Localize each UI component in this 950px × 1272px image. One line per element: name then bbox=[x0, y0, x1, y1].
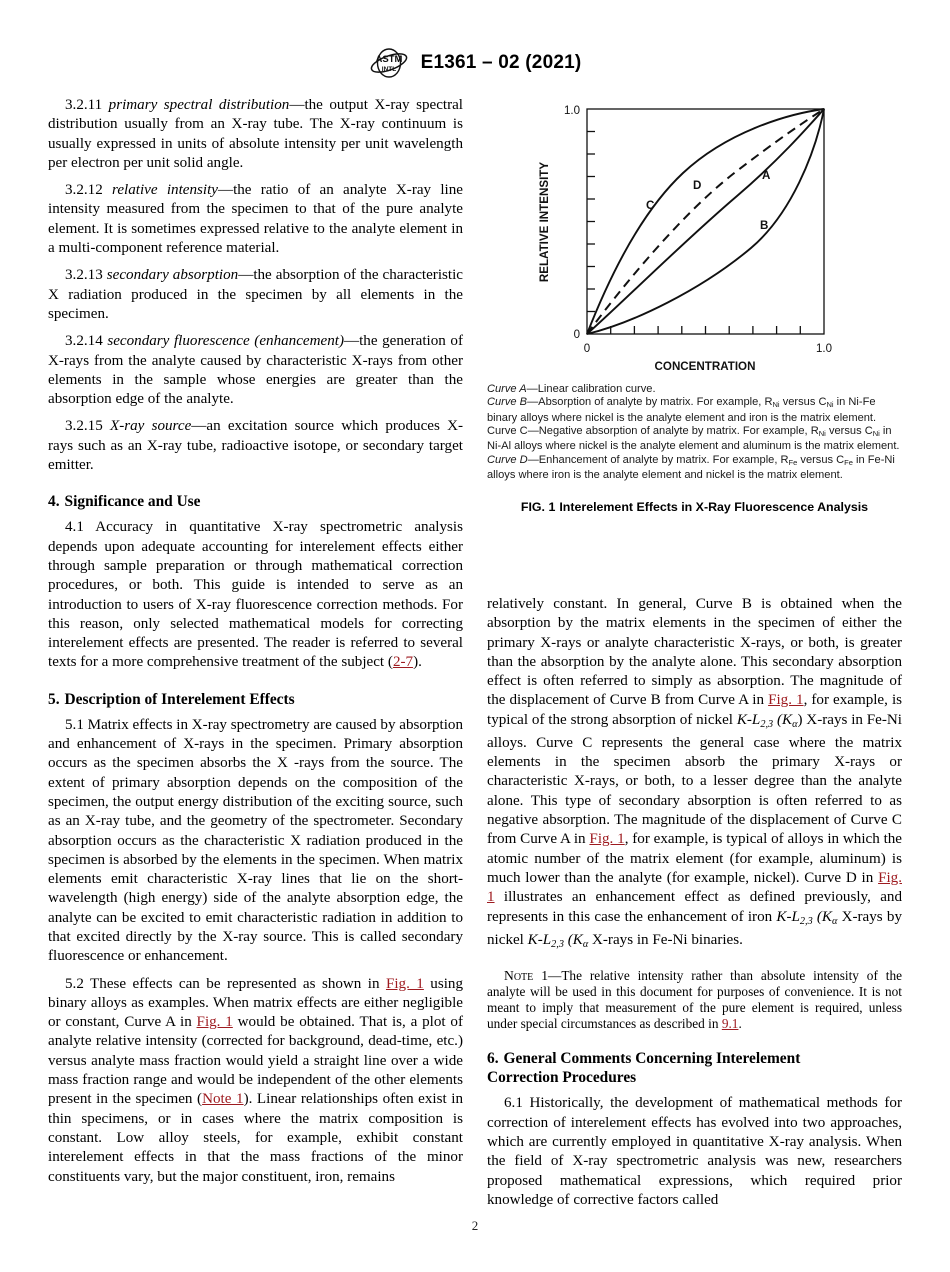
curve-label-d: D bbox=[693, 179, 702, 192]
x-tick-label-max: 1.0 bbox=[816, 343, 832, 355]
caption-line-a bbox=[487, 383, 902, 396]
y-tick-label-min: 0 bbox=[573, 329, 580, 341]
para-number: 3.2.14 bbox=[65, 333, 103, 350]
curve-label-c: C bbox=[646, 199, 655, 212]
defined-term: secondary absorption bbox=[106, 267, 239, 284]
figure-1 bbox=[487, 96, 902, 514]
defined-term: secondary fluorescence (enhancement) bbox=[107, 333, 344, 350]
defined-term: X-ray source bbox=[109, 418, 192, 435]
figure-link-4[interactable]: Fig. 1 bbox=[589, 831, 625, 848]
note-text: —The relative intensity rather than absolute intensity of the analyte will be used in this document for purposes of convenience. It is not meant to imply that measurement of the pure element is required, unless under special circumstances as described in bbox=[487, 967, 903, 1032]
section-title: Description of Interelement Effects bbox=[64, 690, 295, 708]
paragraph-4-1 bbox=[48, 518, 463, 672]
curve-label-b: B bbox=[760, 219, 769, 232]
figure-link-3[interactable]: Fig. 1 bbox=[768, 692, 804, 709]
right-column bbox=[487, 595, 902, 1210]
para-number: 6.1 bbox=[504, 1095, 523, 1112]
paragraph-3-2-13 bbox=[48, 266, 463, 324]
figure-link-5[interactable]: Fig. 1 bbox=[487, 869, 902, 906]
caption-curve-label-a: Curve A bbox=[487, 383, 527, 395]
para-number: 4.1 bbox=[65, 519, 84, 536]
para-number: 3.2.12 bbox=[65, 182, 103, 199]
caption-curve-label-c: Curve C bbox=[487, 424, 528, 437]
page-header bbox=[0, 46, 950, 80]
curve-label-a: A bbox=[762, 169, 771, 182]
sym-ka-open: (K bbox=[812, 908, 832, 925]
y-tick-label-max: 1.0 bbox=[564, 105, 580, 117]
section-link-9-1[interactable]: 9.1 bbox=[721, 1016, 739, 1032]
svg-text:ASTM: ASTM bbox=[375, 54, 403, 65]
para-text: ). Linear relationships often exist in thin specimens, or in cases where the matrix composition is constant. Low alloy steels, for example, exhibit constant interelement effects in that the mass fractions of the minor constituents vary, but the major constituent, iron, remains bbox=[48, 1091, 464, 1185]
interelement-effects-chart bbox=[487, 96, 902, 381]
sym-kl: K-L bbox=[776, 908, 800, 925]
para-text: , for example, is typical of alloys in which the atomic number of the matrix element (for example, aluminum) is much lower than the analyte (for example, nickel). Curve D in bbox=[487, 831, 903, 886]
para-text: Accuracy in quantitative X-ray spectrometric analysis depends upon adequate accounting for interelement effects either through sample preparation or through mathematical correction procedures, or both. This guide is intended to serve as an introduction to users of X-ray fluorescence correction methods. For this reason, only selected mathematical models for correcting interelement effects are presented. The reader is referred to several texts for a more comprehensive treatment of the subject ( bbox=[48, 519, 463, 671]
note-link-1[interactable]: Note 1 bbox=[202, 1091, 244, 1108]
paragraph-5-2 bbox=[48, 975, 463, 1187]
para-text: These effects can be represented as shown in bbox=[90, 975, 386, 992]
para-text: —an excitation source which produces X-rays such as an X-ray tube, radioactive isotope, or secondary target emitter. bbox=[48, 418, 464, 474]
caption-text-a: —Linear calibration curve. bbox=[526, 383, 656, 395]
caption-curve-label-d: Curve D bbox=[487, 453, 528, 466]
caption-text-c: —Negative absorption of analyte by matrix. For example, $R_{Ni}$ versus $C_{Ni}$ in Ni-Al alloys where nickel is the analyte element and aluminum is the matrix element. bbox=[487, 424, 900, 453]
note-label: Note 1 bbox=[504, 967, 549, 983]
para-text: —the output X-ray spectral distribution usually from an X-ray tube. The X-ray continuum is usually expressed in units of absolute intensity per unit wavelength per electron per unit solid angle. bbox=[48, 97, 464, 171]
sym-alpha: α bbox=[582, 938, 589, 950]
sym-kl: K-L bbox=[527, 931, 552, 948]
paragraph-6-1 bbox=[487, 1094, 902, 1210]
para-number: 5.1 bbox=[65, 716, 84, 733]
section-heading-6 bbox=[487, 1049, 902, 1087]
paragraph-3-2-14 bbox=[48, 332, 463, 409]
xray-line-symbol-2 bbox=[776, 909, 837, 925]
note-1 bbox=[487, 968, 902, 1033]
para-text: , for example, is typical of the strong absorption of nickel bbox=[487, 692, 903, 728]
paragraph-continued bbox=[487, 595, 902, 954]
para-number: 3.2.15 bbox=[65, 418, 103, 435]
para-number: 5.2 bbox=[65, 975, 84, 992]
figure-title bbox=[487, 500, 902, 514]
section-heading-4 bbox=[48, 492, 463, 511]
defined-term: relative intensity bbox=[112, 182, 218, 199]
sym-alpha: α bbox=[832, 915, 838, 927]
sym-ka-open: (K bbox=[563, 931, 583, 948]
x-tick-label-min: 0 bbox=[583, 343, 591, 355]
paragraph-3-2-11 bbox=[48, 96, 463, 173]
para-text-tail: ). bbox=[413, 654, 422, 671]
figure-link-2[interactable]: Fig. 1 bbox=[196, 1014, 233, 1031]
figure-caption bbox=[487, 383, 902, 482]
sym-kl-sub: 2,3 bbox=[799, 915, 813, 927]
para-text: ) X-rays in Fe-Ni alloys. Curve C represents the general case where the matrix elements in the specimen absorb the primary X-rays or characteristic X-rays, or both, to a lesser degree than the analyte alone. This type of secondary absorption is often referred to as negative absorption. The magnitude of the displacement of Curve C from Curve A in bbox=[487, 711, 902, 848]
x-axis-label: CONCENTRATION bbox=[654, 360, 756, 373]
defined-term: primary spectral distribution bbox=[108, 97, 290, 113]
para-number: 3.2.13 bbox=[65, 267, 103, 284]
caption-line-b bbox=[487, 396, 902, 425]
xray-line-symbol-3 bbox=[528, 932, 589, 948]
caption-line-d bbox=[487, 454, 902, 483]
section-title: Significance and Use bbox=[64, 493, 201, 511]
section-title-line1: General Comments Concerning Interelement bbox=[503, 1050, 801, 1068]
chart-container bbox=[487, 96, 902, 381]
sym-kl-sub: 2,3 bbox=[551, 938, 564, 950]
sym-ka-open: (K bbox=[773, 711, 793, 728]
para-text: relatively constant. In general, Curve B is obtained when the absorption by the matrix elements in the specimen of either the primary X-rays or analyte characteristic X-rays, or both, is greater than the absorption by the analyte alone. This secondary absorption effect is often referred to simply as absorption. The magnitude of the displacement of Curve B from Curve A in bbox=[487, 596, 902, 709]
sym-alpha: α bbox=[792, 718, 798, 730]
para-text: —the generation of X-rays from the analyte caused by characteristic X-rays from other elements in the sample whose energies are greater than the absorption edge of the analyte. bbox=[48, 333, 463, 408]
section-heading-5 bbox=[48, 690, 463, 709]
astm-logo-icon bbox=[369, 46, 409, 80]
paragraph-5-1 bbox=[48, 716, 463, 967]
standard-designation: E1361 – 02 (2021) bbox=[420, 52, 582, 73]
caption-text-d: —Enhancement of analyte by matrix. For example, $R_{Fe}$ versus $C_{Fe}$ in Fe-Ni alloys where iron is the analyte element and nickel is the matrix element. bbox=[487, 453, 895, 481]
para-text-mid: X-rays by nickel bbox=[487, 908, 902, 948]
section-title-line2: Correction Procedures bbox=[487, 1069, 637, 1087]
paragraph-3-2-12 bbox=[48, 181, 463, 258]
para-text: illustrates an enhancement effect as defined previously, and represents in this case the enhancement of iron bbox=[487, 889, 902, 925]
paragraph-3-2-15 bbox=[48, 417, 463, 475]
section-number: 5. bbox=[48, 690, 60, 708]
para-number: 3.2.11 bbox=[65, 97, 103, 113]
reference-link-2-7[interactable]: 2-7 bbox=[392, 654, 414, 671]
figure-title-text: Interelement Effects in X-Ray Fluorescence Analysis bbox=[559, 500, 869, 515]
para-text: —the ratio of an analyte X-ray line intensity measured from the specimen to that of the pure analyte element. It is sometimes expressed relative to the analyte element in a multi-component reference material. bbox=[48, 182, 463, 257]
figure-number: FIG. 1 bbox=[520, 500, 556, 515]
xray-line-symbol bbox=[737, 712, 798, 728]
para-text: Matrix effects in X-ray spectrometry are caused by absorption and enhancement of X-rays in the specimen. Primary absorption occurs as the specimen absorbs the X -rays from the source. The extent of primary absorption depends on the composition of the specimen, the output energy distribution of the exciting source, such as an X-ray tube, and the geometry of the spectrometer. Secondary absorption occurs as the characteristic X radiation produced in the specimen is absorbed by the elements in the specimen. When matrix elements emit characteristic X-ray lines that lie on the short-wavelength (high energy) side of the analyte absorption edge, the analyte can be excited to emit characteristic radiation in addition to that excited directly by the X-ray source. This is called secondary fluorescence or enhancement. bbox=[48, 716, 463, 965]
caption-text-b: —Absorption of analyte by matrix. For example, $R_{Ni}$ versus $C_{Ni}$ in Ni-Fe binary alloys where nickel is the analyte element and iron is the matrix element. bbox=[487, 396, 877, 424]
svg-text:INTL: INTL bbox=[381, 66, 396, 73]
para-text: using binary alloys as examples. When matrix effects are either negligible or constant, Curve A in bbox=[48, 975, 463, 1031]
para-text-end: X-rays in Fe-Ni binaries. bbox=[588, 931, 743, 948]
sym-kl-sub: 2,3 bbox=[760, 718, 774, 730]
sym-kl: K-L bbox=[736, 711, 761, 728]
section-number: 4. bbox=[48, 493, 60, 511]
section-number: 6. bbox=[487, 1050, 499, 1068]
note-text-tail: . bbox=[738, 1016, 742, 1032]
caption-curve-label-b: Curve B bbox=[487, 396, 528, 409]
left-column bbox=[48, 96, 463, 1187]
y-axis-label: RELATIVE INTENSITY bbox=[538, 161, 551, 283]
page-number: 2 bbox=[471, 1218, 479, 1233]
para-text: would be obtained. That is, a plot of analyte relative intensity (corrected for background, dead-time, etc.) versus analyte mass fraction would yield a straight line over a wide mass fraction range and would be independent of the other elements present in the specimen ( bbox=[48, 1014, 463, 1108]
figure-link-1[interactable]: Fig. 1 bbox=[385, 975, 424, 992]
para-text: Historically, the development of mathematical methods for correction of interelement effects has evolved into two approaches, which are currently employed in quantitative X-ray analysis. When the field of X-ray spectrometric analysis was new, researchers proposed mathematical expressions, which required prior knowledge of corrective factors called bbox=[487, 1095, 902, 1208]
para-text: —the absorption of the characteristic X radiation produced in the specimen by all elements in the specimen. bbox=[48, 267, 463, 322]
caption-line-c bbox=[487, 425, 902, 454]
